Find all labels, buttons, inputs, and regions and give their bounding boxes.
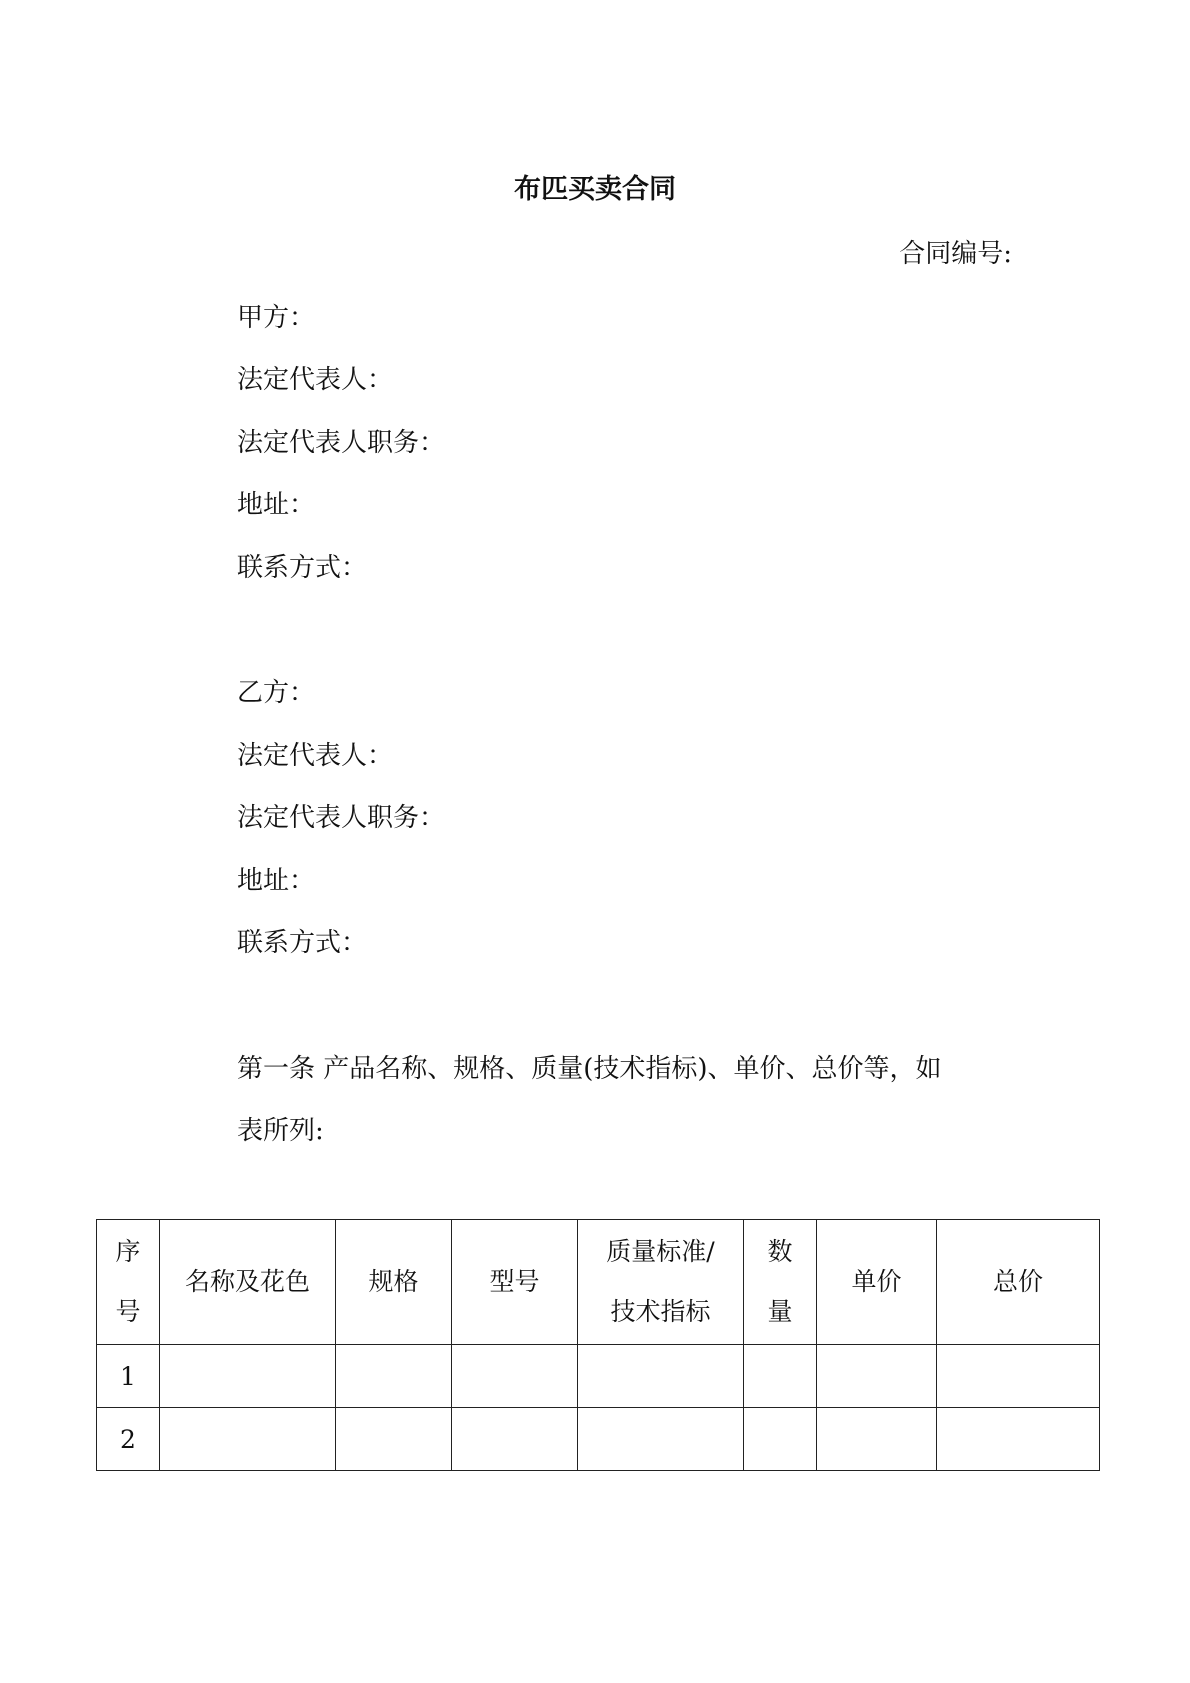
- party-a-rep-title-label: 法定代表人职务：: [237, 428, 446, 458]
- cell-seq: 2: [97, 1408, 160, 1471]
- article-1-line-2: 表所列:: [237, 1116, 324, 1146]
- party-a-contact-label: 联系方式：: [237, 553, 368, 583]
- header-quality-line-1: 质量标准/: [606, 1237, 715, 1266]
- cell-spec: [336, 1408, 452, 1471]
- header-spec: 规格: [336, 1220, 452, 1345]
- cell-total-price: [937, 1345, 1100, 1408]
- cell-qty: [744, 1345, 817, 1408]
- header-unit-price: 单价: [817, 1220, 937, 1345]
- party-a-address-label: 地址：: [237, 490, 316, 520]
- cell-quality: [578, 1345, 744, 1408]
- article-1-line-1: 第一条 产品名称、规格、质量(技术指标)、单价、总价等，如: [237, 1054, 942, 1084]
- cell-model: [452, 1345, 578, 1408]
- table-header-row: [97, 1220, 1100, 1345]
- cell-spec: [336, 1345, 452, 1408]
- header-quality: [578, 1220, 744, 1345]
- table-row: [97, 1408, 1100, 1471]
- table-row: [97, 1345, 1100, 1408]
- header-qty-line-2: 量: [767, 1297, 793, 1326]
- header-model: 型号: [452, 1220, 578, 1345]
- header-total-price: 总价: [937, 1220, 1100, 1345]
- cell-model: [452, 1408, 578, 1471]
- contract-number-label: 合同编号:: [899, 239, 1012, 269]
- party-b-address-label: 地址：: [237, 866, 316, 896]
- product-table: [96, 1219, 1100, 1471]
- header-seq-line-1: 序: [115, 1237, 141, 1266]
- document-title: 布匹买卖合同: [514, 174, 676, 205]
- header-qty: [744, 1220, 817, 1345]
- cell-total-price: [937, 1408, 1100, 1471]
- cell-name: [160, 1408, 336, 1471]
- cell-quality: [578, 1408, 744, 1471]
- cell-qty: [744, 1408, 817, 1471]
- cell-unit-price: [817, 1408, 937, 1471]
- cell-unit-price: [817, 1345, 937, 1408]
- party-a-rep-label: 法定代表人：: [237, 365, 394, 395]
- cell-seq: 1: [97, 1345, 160, 1408]
- party-b-name-label: 乙方：: [237, 678, 316, 708]
- header-seq: [97, 1220, 160, 1345]
- party-b-rep-title-label: 法定代表人职务：: [237, 803, 446, 833]
- header-quality-line-2: 技术指标: [610, 1297, 711, 1326]
- header-name: 名称及花色: [160, 1220, 336, 1345]
- party-b-rep-label: 法定代表人：: [237, 741, 394, 771]
- header-qty-line-1: 数: [767, 1237, 793, 1266]
- party-b-contact-label: 联系方式：: [237, 928, 368, 958]
- party-a-name-label: 甲方：: [237, 303, 316, 333]
- header-seq-line-2: 号: [115, 1297, 141, 1326]
- cell-name: [160, 1345, 336, 1408]
